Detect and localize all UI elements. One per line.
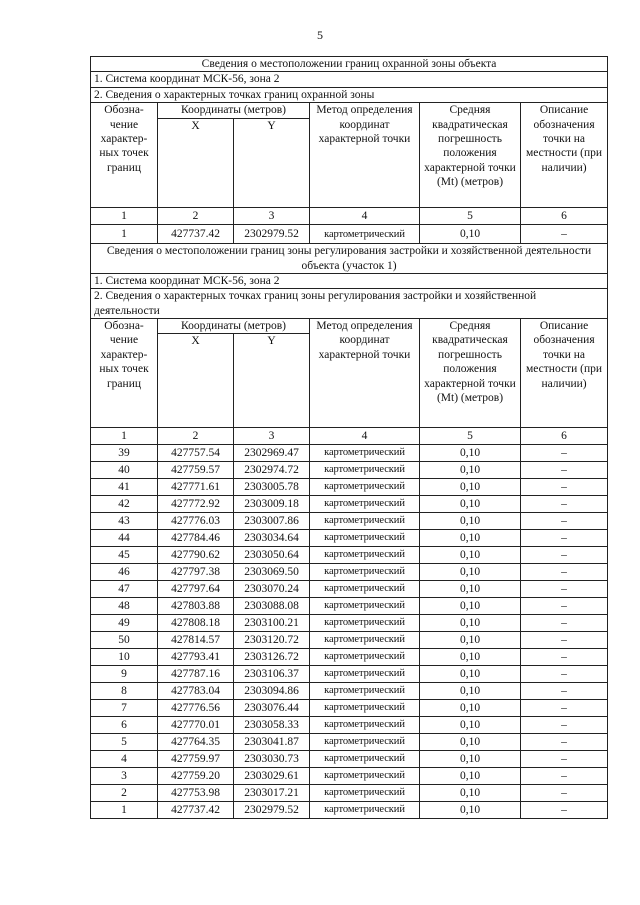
section1-colnum-row [91, 208, 608, 225]
boundary-table [90, 56, 608, 819]
cell-point: 2 [91, 785, 158, 802]
cell-point: 45 [91, 547, 158, 564]
cell-descr: – [521, 802, 608, 819]
section2-coord-system-row [91, 273, 608, 288]
header-method: Метод определения координат характерной точки [310, 103, 420, 208]
section2-title-row [91, 244, 608, 274]
cell-error: 0,10 [420, 649, 521, 666]
cell-x: 427776.56 [158, 700, 234, 717]
cell-y: 2303030.73 [234, 751, 310, 768]
section1-points-title-row [91, 87, 608, 102]
table-row [91, 700, 608, 717]
cell-x: 427770.01 [158, 717, 234, 734]
colnum: 5 [420, 428, 521, 445]
section1-title-row [91, 57, 608, 72]
cell-point: 5 [91, 734, 158, 751]
cell-error: 0,10 [420, 768, 521, 785]
cell-point: 41 [91, 479, 158, 496]
cell-method: картометрический [310, 666, 420, 683]
cell-x: 427814.57 [158, 632, 234, 649]
cell-method: картометрический [310, 700, 420, 717]
header-point: Обозна-чение характер-ных точек границ [91, 319, 158, 428]
cell-error: 0,10 [420, 581, 521, 598]
cell-y: 2303088.08 [234, 598, 310, 615]
section1-points-title: 2. Сведения о характерных точках границ охранной зоны [91, 87, 608, 102]
cell-y: 2303029.61 [234, 768, 310, 785]
colnum: 3 [234, 208, 310, 225]
cell-descr: – [521, 496, 608, 513]
cell-point: 50 [91, 632, 158, 649]
table-row [91, 564, 608, 581]
table-row [91, 598, 608, 615]
section2-header-row [91, 319, 608, 334]
cell-y: 2302969.47 [234, 445, 310, 462]
colnum: 6 [521, 428, 608, 445]
cell-x: 427790.62 [158, 547, 234, 564]
table-row [91, 530, 608, 547]
cell-point: 39 [91, 445, 158, 462]
cell-y: 2302974.72 [234, 462, 310, 479]
cell-error: 0,10 [420, 734, 521, 751]
colnum: 2 [158, 208, 234, 225]
cell-descr: – [521, 581, 608, 598]
cell-point: 49 [91, 615, 158, 632]
cell-method: картометрический [310, 751, 420, 768]
cell-point: 46 [91, 564, 158, 581]
page-number: 5 [317, 28, 323, 42]
cell-descr: – [521, 564, 608, 581]
cell-descr: – [521, 700, 608, 717]
cell-point: 7 [91, 700, 158, 717]
cell-y: 2302979.52 [234, 802, 310, 819]
cell-descr: – [521, 462, 608, 479]
table-row [91, 462, 608, 479]
cell-y: 2303017.21 [234, 785, 310, 802]
cell-method: картометрический [310, 547, 420, 564]
header-coords: Координаты (метров) [158, 319, 310, 334]
cell-x: 427737.42 [158, 225, 234, 244]
table-row [91, 513, 608, 530]
cell-error: 0,10 [420, 751, 521, 768]
section2-points-title: 2. Сведения о характерных точках границ зоны регулирования застройки и хозяйственной деятельности [91, 289, 608, 319]
cell-descr: – [521, 615, 608, 632]
cell-point: 40 [91, 462, 158, 479]
cell-descr: – [521, 225, 608, 244]
cell-error: 0,10 [420, 632, 521, 649]
cell-y: 2303106.37 [234, 666, 310, 683]
cell-point: 48 [91, 598, 158, 615]
cell-descr: – [521, 479, 608, 496]
cell-y: 2303041.87 [234, 734, 310, 751]
colnum: 2 [158, 428, 234, 445]
cell-error: 0,10 [420, 479, 521, 496]
cell-method: картометрический [310, 768, 420, 785]
cell-error: 0,10 [420, 700, 521, 717]
cell-method: картометрический [310, 564, 420, 581]
cell-y: 2303120.72 [234, 632, 310, 649]
table-row [91, 479, 608, 496]
section2-title: Сведения о местоположении границ зоны регулирования застройки и хозяйственной деятельности объекта (участок 1) [91, 244, 608, 274]
cell-point: 10 [91, 649, 158, 666]
header-y: Y [234, 334, 310, 428]
cell-descr: – [521, 717, 608, 734]
cell-method: картометрический [310, 445, 420, 462]
table-row [91, 734, 608, 751]
colnum: 4 [310, 428, 420, 445]
table-row [91, 496, 608, 513]
cell-x: 427803.88 [158, 598, 234, 615]
table-row [91, 581, 608, 598]
cell-error: 0,10 [420, 598, 521, 615]
cell-y: 2302979.52 [234, 225, 310, 244]
cell-x: 427783.04 [158, 683, 234, 700]
cell-descr: – [521, 530, 608, 547]
header-coords: Координаты (метров) [158, 103, 310, 118]
cell-error: 0,10 [420, 496, 521, 513]
cell-method: картометрический [310, 530, 420, 547]
section2-points-title-row [91, 289, 608, 319]
cell-y: 2303070.24 [234, 581, 310, 598]
section1-coord-system-row [91, 72, 608, 87]
table-row [91, 717, 608, 734]
cell-y: 2303094.86 [234, 683, 310, 700]
cell-descr: – [521, 785, 608, 802]
table-row [91, 615, 608, 632]
cell-point: 47 [91, 581, 158, 598]
cell-y: 2303058.33 [234, 717, 310, 734]
cell-error: 0,10 [420, 530, 521, 547]
cell-error: 0,10 [420, 666, 521, 683]
colnum: 4 [310, 208, 420, 225]
cell-descr: – [521, 683, 608, 700]
cell-descr: – [521, 768, 608, 785]
header-error: Средняя квадратическая погрешность положения характерной точки (Mt) (метров) [420, 103, 521, 208]
colnum: 1 [91, 208, 158, 225]
header-error: Средняя квадратическая погрешность положения характерной точки (Mt) (метров) [420, 319, 521, 428]
cell-y: 2303126.72 [234, 649, 310, 666]
table-row [91, 751, 608, 768]
cell-point: 4 [91, 751, 158, 768]
cell-y: 2303100.21 [234, 615, 310, 632]
cell-x: 427764.35 [158, 734, 234, 751]
cell-method: картометрический [310, 462, 420, 479]
cell-method: картометрический [310, 683, 420, 700]
cell-method: картометрический [310, 649, 420, 666]
cell-x: 427784.46 [158, 530, 234, 547]
cell-y: 2303005.78 [234, 479, 310, 496]
cell-error: 0,10 [420, 615, 521, 632]
section2-coord-system: 1. Система координат МСК-56, зона 2 [91, 273, 608, 288]
cell-descr: – [521, 751, 608, 768]
table-row [91, 683, 608, 700]
cell-x: 427797.38 [158, 564, 234, 581]
cell-x: 427797.64 [158, 581, 234, 598]
cell-descr: – [521, 666, 608, 683]
colnum: 1 [91, 428, 158, 445]
table-row [91, 666, 608, 683]
cell-x: 427771.61 [158, 479, 234, 496]
colnum: 5 [420, 208, 521, 225]
cell-y: 2303009.18 [234, 496, 310, 513]
section1-header-row [91, 103, 608, 118]
cell-error: 0,10 [420, 683, 521, 700]
cell-method: картометрический [310, 734, 420, 751]
cell-y: 2303050.64 [234, 547, 310, 564]
header-descr: Описание обозначения точки на местности (при наличии) [521, 319, 608, 428]
cell-point: 8 [91, 683, 158, 700]
cell-point: 42 [91, 496, 158, 513]
cell-y: 2303034.64 [234, 530, 310, 547]
cell-point: 9 [91, 666, 158, 683]
cell-error: 0,10 [420, 785, 521, 802]
cell-x: 427759.57 [158, 462, 234, 479]
cell-point: 6 [91, 717, 158, 734]
cell-descr: – [521, 513, 608, 530]
cell-method: картометрический [310, 785, 420, 802]
table-row [91, 649, 608, 666]
section1-title: Сведения о местоположении границ охранной зоны объекта [91, 57, 608, 72]
header-y: Y [234, 118, 310, 208]
cell-y: 2303069.50 [234, 564, 310, 581]
cell-method: картометрический [310, 496, 420, 513]
cell-x: 427808.18 [158, 615, 234, 632]
cell-method: картометрический [310, 479, 420, 496]
cell-descr: – [521, 649, 608, 666]
header-method: Метод определения координат характерной точки [310, 319, 420, 428]
cell-method: картометрический [310, 598, 420, 615]
section1-coord-system: 1. Система координат МСК-56, зона 2 [91, 72, 608, 87]
cell-x: 427776.03 [158, 513, 234, 530]
cell-x: 427759.97 [158, 751, 234, 768]
header-x: X [158, 118, 234, 208]
cell-point: 1 [91, 802, 158, 819]
cell-method: картометрический [310, 513, 420, 530]
header-point: Обозна-чение характер-ных точек границ [91, 103, 158, 208]
cell-x: 427772.92 [158, 496, 234, 513]
cell-method: картометрический [310, 632, 420, 649]
cell-method: картометрический [310, 717, 420, 734]
table-row [91, 768, 608, 785]
cell-error: 0,10 [420, 717, 521, 734]
cell-x: 427759.20 [158, 768, 234, 785]
colnum: 3 [234, 428, 310, 445]
cell-error: 0,10 [420, 564, 521, 581]
cell-descr: – [521, 547, 608, 564]
cell-descr: – [521, 598, 608, 615]
cell-point: 1 [91, 225, 158, 244]
cell-point: 44 [91, 530, 158, 547]
cell-error: 0,10 [420, 547, 521, 564]
cell-x: 427737.42 [158, 802, 234, 819]
section2-colnum-row [91, 428, 608, 445]
cell-descr: – [521, 734, 608, 751]
cell-error: 0,10 [420, 225, 521, 244]
cell-point: 3 [91, 768, 158, 785]
cell-method: картометрический [310, 802, 420, 819]
cell-y: 2303007.86 [234, 513, 310, 530]
section1-table-row [91, 225, 608, 244]
cell-descr: – [521, 445, 608, 462]
cell-method: картометрический [310, 581, 420, 598]
cell-y: 2303076.44 [234, 700, 310, 717]
cell-x: 427793.41 [158, 649, 234, 666]
cell-method: картометрический [310, 225, 420, 244]
cell-x: 427753.98 [158, 785, 234, 802]
cell-method: картометрический [310, 615, 420, 632]
cell-x: 427787.16 [158, 666, 234, 683]
cell-point: 43 [91, 513, 158, 530]
cell-error: 0,10 [420, 462, 521, 479]
header-descr: Описание обозначения точки на местности (при наличии) [521, 103, 608, 208]
table-row [91, 547, 608, 564]
cell-error: 0,10 [420, 445, 521, 462]
cell-error: 0,10 [420, 802, 521, 819]
colnum: 6 [521, 208, 608, 225]
cell-descr: – [521, 632, 608, 649]
table-row [91, 785, 608, 802]
table-row [91, 445, 608, 462]
table-row [91, 632, 608, 649]
cell-x: 427757.54 [158, 445, 234, 462]
table-row [91, 802, 608, 819]
header-x: X [158, 334, 234, 428]
cell-error: 0,10 [420, 513, 521, 530]
